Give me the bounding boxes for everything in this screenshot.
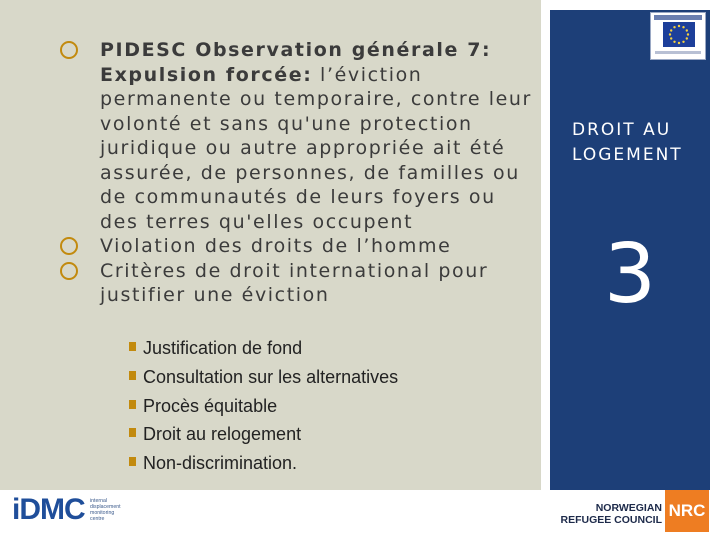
sub-bullet-text: Justification de fond xyxy=(143,338,303,358)
nrc-logo xyxy=(665,490,709,532)
eu-flag-caption-bottom xyxy=(655,51,701,54)
ring-bullet-icon xyxy=(60,262,78,280)
sub-bullet-text: Non-discrimination. xyxy=(143,453,298,474)
square-bullet-icon xyxy=(129,457,136,466)
eu-stars-icon xyxy=(663,22,695,47)
bullet-item xyxy=(60,259,540,308)
eu-stars-svg xyxy=(663,22,695,47)
bullet-text: l’éviction permanente ou temporaire, contre leur volonté et sans qu'une protection juridique ou autre appropriée ait été assurée, de personnes, de familles ou de communautés de leurs foyers ou des terres qu'elles occupent xyxy=(100,63,532,233)
bullet-item xyxy=(60,38,540,234)
sub-bullet-text: Procès équitable xyxy=(143,395,278,416)
section-number: 3 xyxy=(603,227,657,322)
bullet-text: Violation des droits de l’homme xyxy=(100,235,452,257)
ring-bullet-icon xyxy=(60,41,78,59)
bullet-text: Critères de droit international pour justifier une éviction xyxy=(100,259,489,306)
sub-bullet-item xyxy=(129,363,398,392)
sub-bullet-item xyxy=(129,449,398,478)
square-bullet-icon xyxy=(129,400,136,409)
idmc-wordmark: iDMC xyxy=(12,493,85,526)
ring-bullet-icon xyxy=(60,237,78,255)
nrc-badge-text: NRC xyxy=(668,501,706,520)
square-bullet-icon xyxy=(129,342,136,351)
bullet-item xyxy=(60,234,540,259)
sub-bullet-text: Droit au relogement xyxy=(143,424,302,445)
sub-bullet-item xyxy=(129,334,398,363)
idmc-logo xyxy=(12,493,138,527)
eu-flag-logo xyxy=(650,12,706,60)
side-title: DROIT AU LOGEMENT xyxy=(572,120,683,165)
bullet-bold-text: PIDESC Observation générale 7: Expulsion forcée: xyxy=(100,39,492,86)
sub-bullet-list xyxy=(129,334,398,478)
sub-bullet-item xyxy=(129,392,398,421)
idmc-tagline: internal displacement monitoring centre xyxy=(90,498,121,522)
eu-flag-caption-top xyxy=(654,15,702,20)
square-bullet-icon xyxy=(129,428,136,437)
sub-bullet-item xyxy=(129,420,398,449)
sub-bullet-text: Consultation sur les alternatives xyxy=(143,366,399,387)
square-bullet-icon xyxy=(129,371,136,380)
main-bullet-list xyxy=(60,38,540,308)
nrc-wordmark: NORWEGIAN REFUGEE COUNCIL xyxy=(560,502,662,526)
